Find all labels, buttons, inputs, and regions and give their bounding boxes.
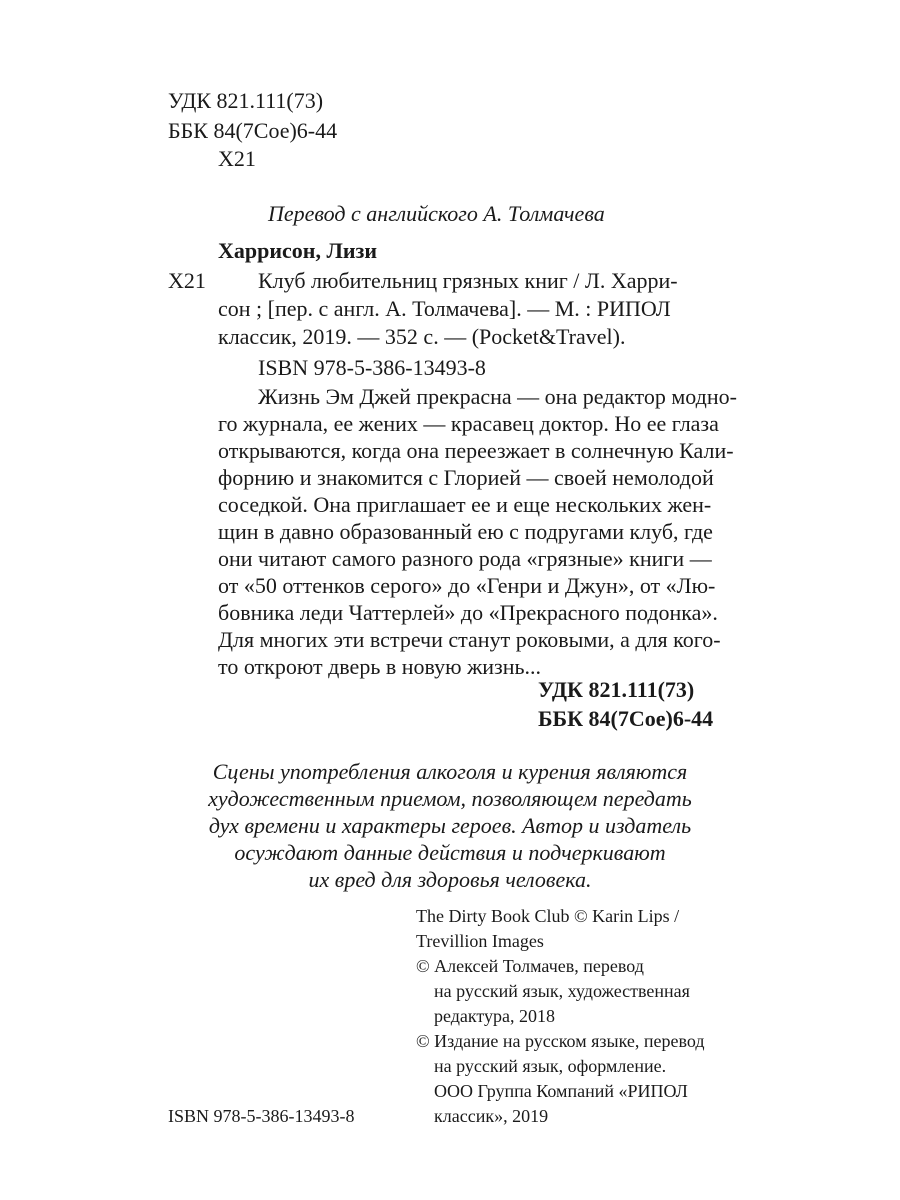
copyright-line: классик», 2019	[434, 1106, 549, 1126]
annotation-line: го журнала, ее жених — красавец доктор. Но ее глаза	[218, 411, 719, 436]
annotation-line: они читают самого разного рода «грязные» книги —	[218, 546, 712, 571]
copyright-line: редактура, 2018	[434, 1006, 556, 1026]
annotation-line: соседкой. Она приглашает ее и еще нескольких жен-	[218, 492, 712, 517]
catalog-mark: Х21	[168, 268, 206, 293]
warning-line: их вред для здоровья человека.	[308, 867, 592, 892]
copyright-line: © Издание на русском языке, перевод	[416, 1031, 705, 1051]
copyright-line: The Dirty Book Club © Karin Lips /	[416, 906, 680, 926]
annotation-line: открываются, когда она переезжает в солнечную Кали-	[218, 438, 734, 463]
bbk-bold: ББК 84(7Сое)6-44	[538, 706, 714, 731]
footer-isbn: ISBN 978-5-386-13493-8	[168, 1106, 355, 1126]
copyright-line: © Алексей Толмачев, перевод	[416, 956, 644, 976]
copyright-line: на русский язык, художественная	[434, 981, 690, 1001]
copyright-line: на русский язык, оформление.	[434, 1056, 667, 1076]
udk-header: УДК 821.111(73)	[168, 88, 324, 113]
annotation-line: то откроют дверь в новую жизнь...	[218, 654, 542, 679]
annotation-line: щин в давно образованный ею с подругами клуб, где	[218, 519, 713, 544]
catalog-author: Харрисон, Лизи	[218, 238, 378, 263]
author-mark-header: Х21	[218, 146, 256, 171]
translation-note: Перевод с английского А. Толмачева	[268, 201, 605, 226]
copyright-line: Trevillion Images	[416, 931, 544, 951]
annotation-line: от «50 оттенков серого» до «Генри и Джун», от «Лю-	[218, 573, 716, 598]
warning-line: художественным приемом, позволяющем передать	[208, 786, 692, 811]
annotation-line: Жизнь Эм Джей прекрасна — она редактор модно-	[258, 384, 737, 409]
catalog-description-line: сон ; [пер. с англ. А. Толмачева]. — М. : РИПОЛ	[218, 296, 671, 321]
annotation-line: форнию и знакомится с Глорией — своей немолодой	[218, 465, 714, 490]
warning-line: осуждают данные действия и подчеркивают	[234, 840, 666, 865]
annotation-line: Для многих эти встречи станут роковыми, а для кого-	[218, 627, 721, 652]
catalog-description-line: классик, 2019. — 352 с. — (Pocket&Travel).	[218, 324, 626, 349]
warning-line: Сцены употребления алкоголя и курения являются	[212, 759, 688, 784]
catalog-description-line: Клуб любительниц грязных книг / Л. Харри-	[258, 268, 678, 293]
bbk-header: ББК 84(7Сое)6-44	[168, 118, 338, 143]
warning-line: дух времени и характеры героев. Автор и издатель	[208, 813, 692, 838]
udk-bold: УДК 821.111(73)	[538, 677, 695, 702]
copyright-line: ООО Группа Компаний «РИПОЛ	[434, 1081, 688, 1101]
catalog-isbn: ISBN 978-5-386-13493-8	[258, 355, 486, 380]
annotation-line: бовника леди Чаттерлей» до «Прекрасного подонка».	[218, 600, 718, 625]
